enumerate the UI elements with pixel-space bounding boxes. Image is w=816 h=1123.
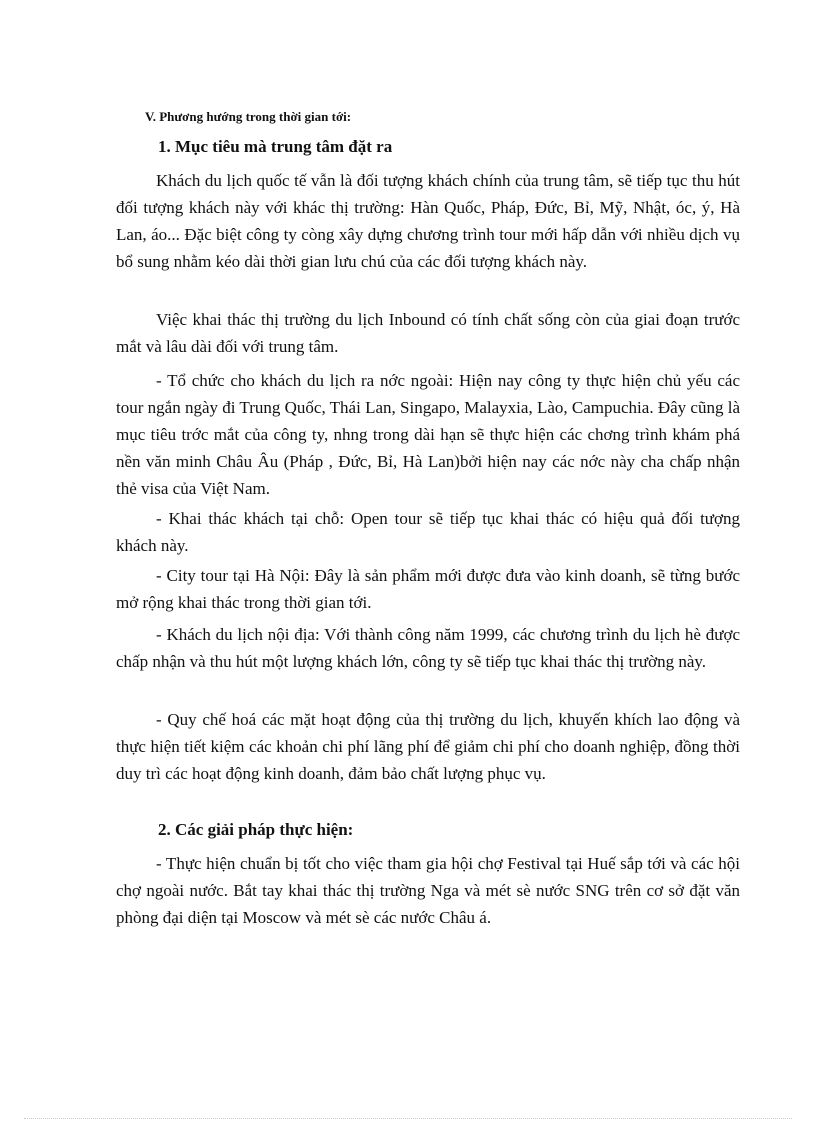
section-title: V. Phương hướng trong thời gian tới:: [145, 109, 352, 124]
paragraph-local-guests: - Khai thác khách tại chỗ: Open tour sẽ tiếp tục khai thác có hiệu quả đối tượng khách này.: [116, 509, 740, 555]
paragraph-domestic-tourists: - Khách du lịch nội địa: Với thành công năm 1999, các chương trình du lịch hè được chấp nhận và thu hút một lượng khách lớn, công ty sẽ tiếp tục khai thác thị trường này.: [116, 625, 740, 671]
page-bottom-divider: [24, 1118, 792, 1119]
paragraph-festival-preparation: - Thực hiện chuẩn bị tốt cho việc tham gia hội chợ Festival tại Huế sắp tới và các hội chợ ngoài nước. Bắt tay khai thác thị trường Nga và mét sè nước SNG trên cơ sở đặt văn phòng đại diện tại Moscow và mét sè các nước Châu á.: [116, 854, 740, 927]
paragraph-international-tourists: Khách du lịch quốc tế vẫn là đối tượng khách chính của trung tâm, sẽ tiếp tục thu hút đối tượng khách này với khác thị trường: Hàn Quốc, Pháp, Đức, Bỉ, Mỹ, Nhật, óc, ý, Hà Lan, áo... Đặc biệt công ty còng xây dựng chương trình tour mới hấp dẫn với nhiều dịch vụ bổ sung nhằm kéo dài thời gian lưu chú của các đối tượng khách này.: [116, 171, 740, 271]
paragraph-inbound-market: Việc khai thác thị trường du lịch Inbound có tính chất sống còn của giai đoạn trước mắt và lâu dài đối với trung tâm.: [116, 310, 740, 356]
paragraph-outbound-tours: - Tổ chức cho khách du lịch ra nớc ngoài: Hiện nay công ty thực hiện chủ yếu các tour ngắn ngày đi Trung Quốc, Thái Lan, Singapo, Malayxia, Lào, Campuchia. Đây cũng là mục tiêu trớc mắt của công ty, nhng trong dài hạn sẽ thực hiện các chơng trình khám phá nền văn minh Châu Âu (Pháp , Đức, Bỉ, Hà Lan)bởi hiện nay các nớc này cha chấp nhận thẻ visa của Việt Nam.: [116, 371, 740, 498]
paragraph-regulations: - Quy chế hoá các mặt hoạt động của thị trường du lịch, khuyến khích lao động và thực hiện tiết kiệm các khoản chi phí lãng phí để giảm chi phí cho doanh nghiệp, đồng thời duy trì các hoạt động kinh doanh, đảm bảo chất lượng phục vụ.: [116, 710, 740, 783]
paragraph-city-tour: - City tour tại Hà Nội: Đây là sản phẩm mới được đưa vào kinh doanh, sẽ từng bước mở rộng khai thác trong thời gian tới.: [116, 566, 740, 612]
heading-solutions: 2. Các giải pháp thực hiện:: [158, 820, 354, 839]
heading-objectives: 1. Mục tiêu mà trung tâm đặt ra: [158, 137, 393, 156]
